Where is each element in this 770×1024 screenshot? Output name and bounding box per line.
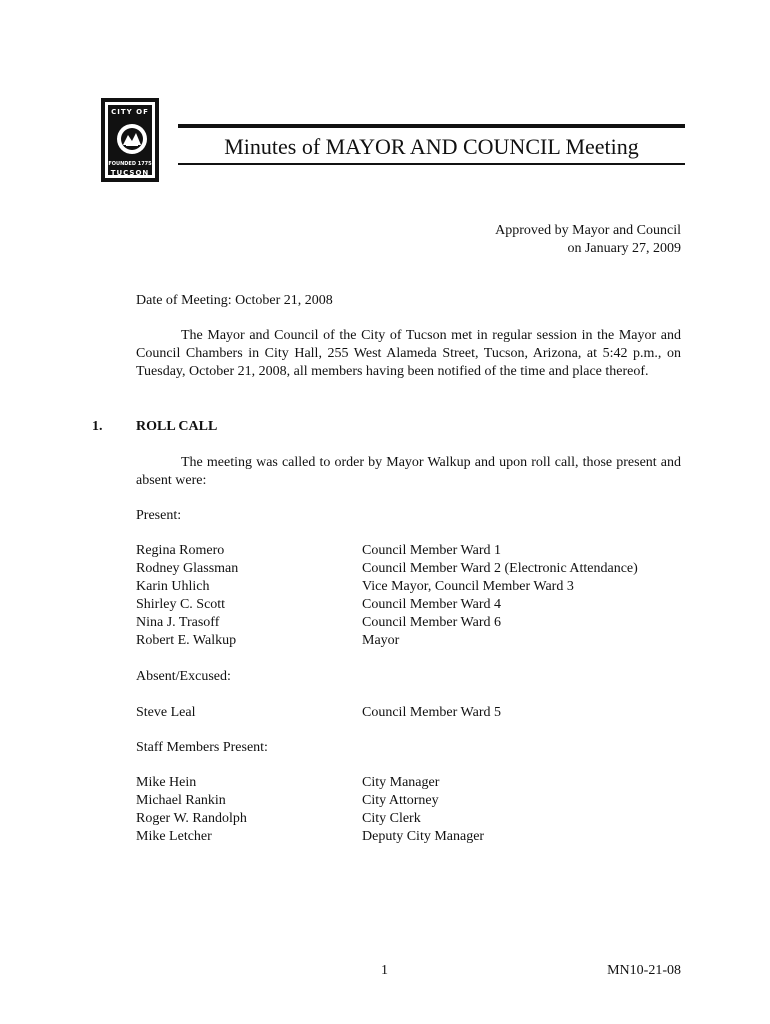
absent-label: Absent/Excused: [136, 669, 231, 684]
seal-founded-text: FOUNDED 1775 [108, 161, 152, 167]
present-role: Mayor [362, 633, 400, 648]
present-name: Regina Romero [136, 543, 225, 558]
section-heading: ROLL CALL [136, 419, 218, 434]
document-code: MN10-21-08 [607, 963, 681, 978]
title-top-rule [178, 124, 685, 128]
staff-role: City Attorney [362, 793, 439, 808]
staff-role: City Clerk [362, 811, 421, 826]
present-name: Rodney Glassman [136, 561, 239, 576]
staff-name: Mike Hein [136, 775, 197, 790]
present-role: Council Member Ward 2 (Electronic Attendance) [362, 561, 638, 576]
page-number: 1 [381, 963, 388, 978]
seal-bottom-text: TUCSON [110, 169, 150, 177]
section-number: 1. [92, 419, 103, 434]
present-name: Shirley C. Scott [136, 597, 226, 612]
present-role: Vice Mayor, Council Member Ward 3 [362, 579, 574, 594]
present-role: Council Member Ward 1 [362, 543, 501, 558]
intro-paragraph: The Mayor and Council of the City of Tucson met in regular session in the Mayor and Council Chambers in City Hall, 255 West Alameda Street, Tucson, Arizona, at 5:42 p.m., on Tuesday, October 21, 2008, all members having been notified of the time and place thereof. [136, 328, 681, 379]
present-role: Council Member Ward 6 [362, 615, 501, 630]
staff-name: Michael Rankin [136, 793, 226, 808]
staff-role: Deputy City Manager [362, 829, 485, 844]
staff-role: City Manager [362, 775, 440, 790]
absent-role: Council Member Ward 5 [362, 705, 501, 720]
roll-call-intro: The meeting was called to order by Mayor Walkup and upon roll call, those present and absent were: [136, 455, 681, 488]
document-title: Minutes of MAYOR AND COUNCIL Meeting [224, 134, 639, 159]
staff-name: Roger W. Randolph [136, 811, 247, 826]
present-role: Council Member Ward 4 [362, 597, 501, 612]
approval-line-2: on January 27, 2009 [567, 241, 681, 256]
staff-name: Mike Letcher [136, 829, 212, 844]
title-bottom-rule [178, 163, 685, 165]
present-name: Nina J. Trasoff [136, 615, 220, 630]
meeting-date: Date of Meeting: October 21, 2008 [136, 293, 333, 308]
seal-top-text: CITY OF [111, 108, 149, 116]
staff-label: Staff Members Present: [136, 740, 268, 755]
present-name: Robert E. Walkup [136, 633, 237, 648]
approval-line-1: Approved by Mayor and Council [495, 223, 681, 238]
city-seal-logo [101, 98, 159, 182]
present-label: Present: [136, 508, 182, 523]
present-name: Karin Uhlich [136, 579, 210, 594]
seal-emblem-icon [116, 119, 148, 159]
absent-name: Steve Leal [136, 705, 196, 720]
